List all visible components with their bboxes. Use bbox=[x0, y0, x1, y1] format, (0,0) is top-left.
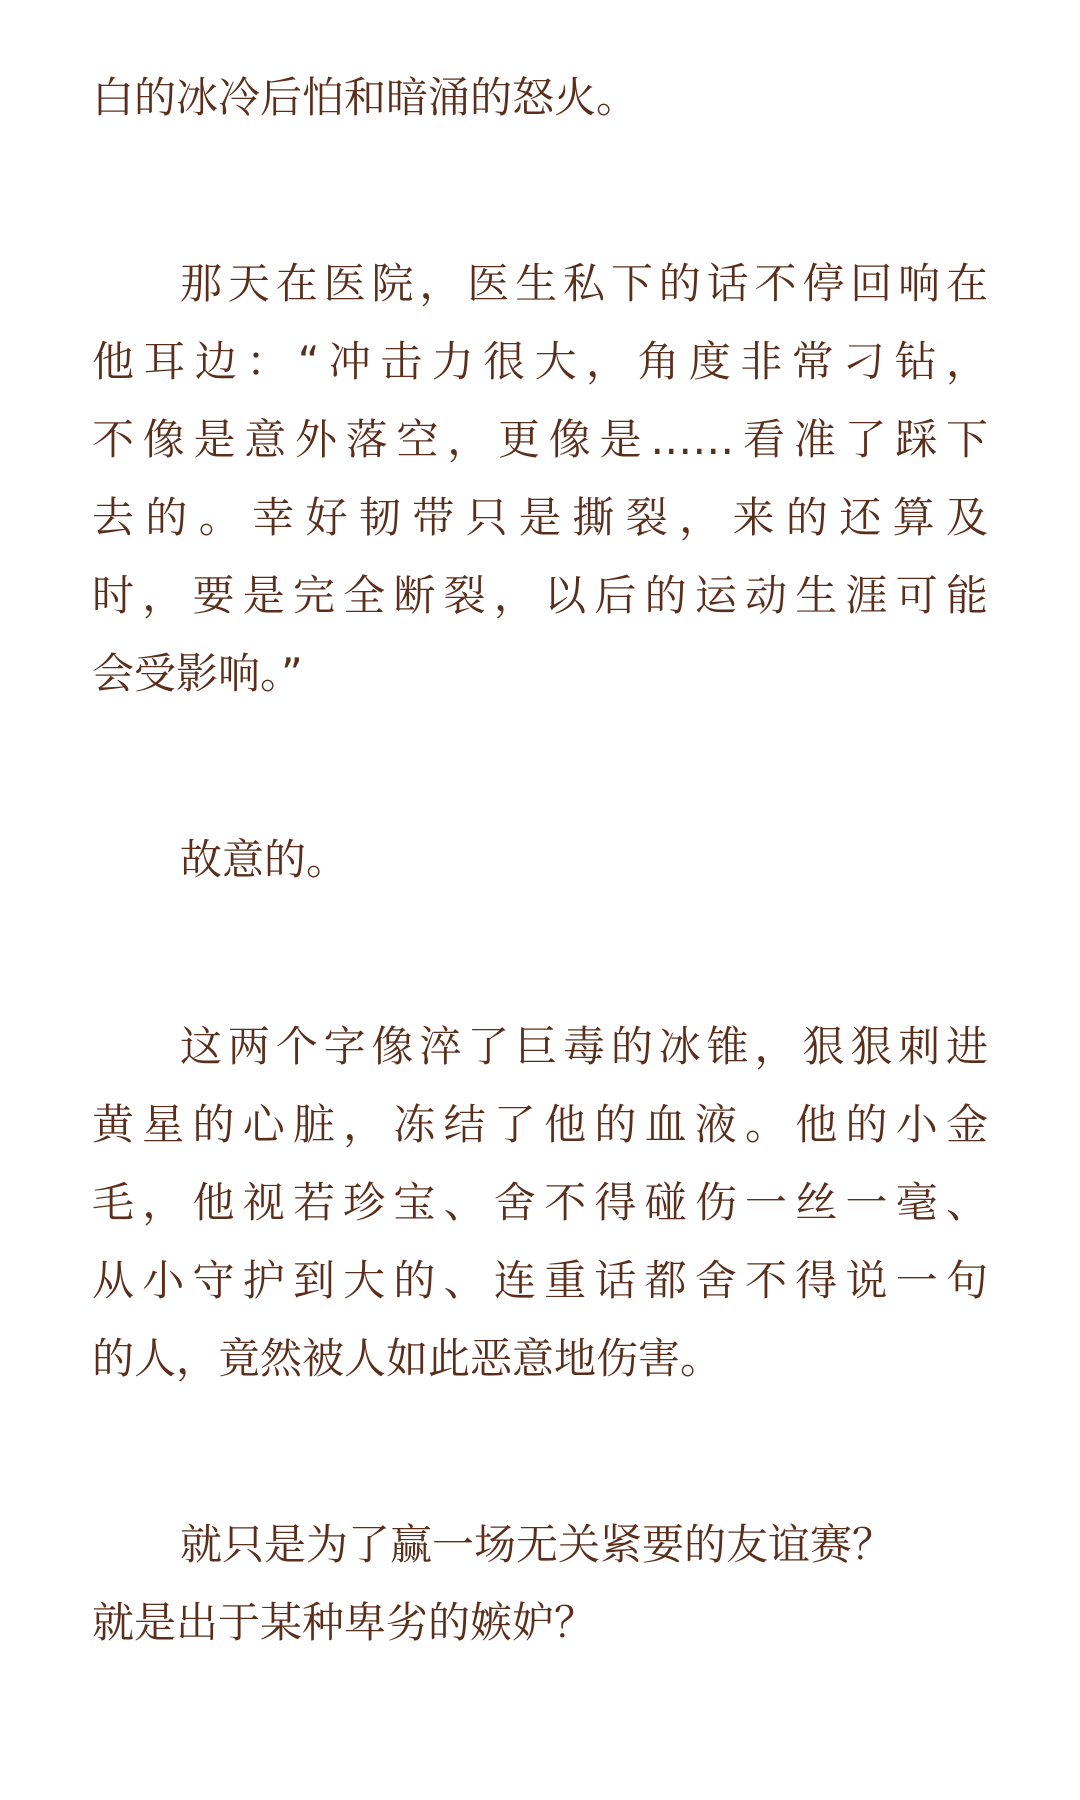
paragraph-4-line-1: 就是出于某种卑劣的嫉妒？ bbox=[92, 1598, 597, 1647]
paragraph-1-line-2: 不像是意外落空，更像是……看准了踩下 bbox=[92, 415, 988, 464]
paragraph-3-line-3: 从小守护到大的、连重话都舍不得说一句 bbox=[92, 1256, 988, 1305]
paragraph-2-line-0: 故意的。 bbox=[180, 835, 349, 884]
paragraph-1-line-1: 他耳边：“冲击力很大，角度非常刁钻， bbox=[92, 337, 988, 386]
paragraph-3-line-1: 黄星的心脏，冻结了他的血液。他的小金 bbox=[92, 1100, 988, 1149]
paragraph-3-line-0: 这两个字像淬了巨毒的冰锥，狠狠刺进 bbox=[180, 1022, 988, 1071]
paragraph-1-line-5: 会受影响。” bbox=[92, 649, 303, 698]
paragraph-3-line-4: 的人，竟然被人如此恶意地伤害。 bbox=[92, 1334, 723, 1383]
paragraph-1-line-4: 时，要是完全断裂，以后的运动生涯可能 bbox=[92, 571, 988, 620]
paragraph-4-line-0: 就只是为了赢一场无关紧要的友谊赛？ bbox=[180, 1520, 895, 1569]
paragraph-1-line-3: 去的。幸好韧带只是撕裂，来的还算及 bbox=[92, 493, 988, 542]
paragraph-3-line-2: 毛，他视若珍宝、舍不得碰伤一丝一毫、 bbox=[92, 1178, 988, 1227]
paragraph-1-line-0: 那天在医院，医生私下的话不停回响在 bbox=[180, 259, 988, 308]
paragraph-0-line-0: 白的冰冷后怕和暗涌的怒火。 bbox=[92, 73, 639, 122]
